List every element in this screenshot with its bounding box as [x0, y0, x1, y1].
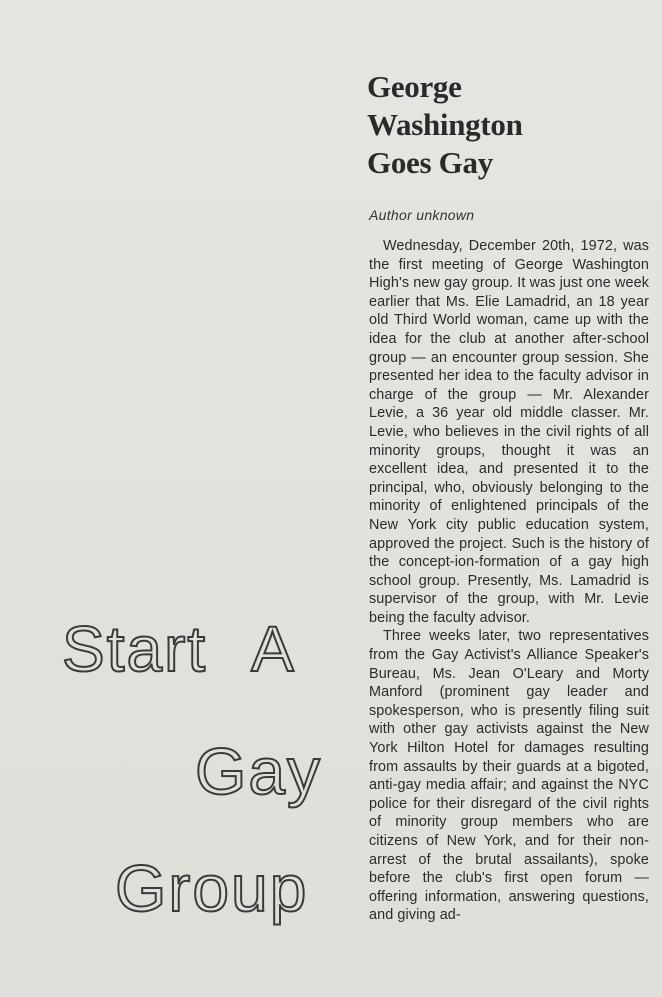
article-title	[367, 68, 647, 182]
article-body	[369, 237, 649, 925]
title-line: Washington	[367, 107, 523, 142]
display-word-start: Start	[62, 613, 208, 685]
display-headline-line-3: Group	[115, 851, 309, 925]
display-headline-line-2: Gay	[195, 734, 323, 808]
body-paragraph: Wednesday, December 20th, 1972, was the first meeting of George Washington High's new gay group. It was just one week earlier that Ms. Elie Lamadrid, an 18 year old Third World woman, came up with the idea for the club at another after-school group — an encounter group session. She presented her idea to the faculty advisor in charge of the group — Mr. Alexander Levie, a 36 year old middle classer. Mr. Levie, who believes in the civil rights of all minority groups, thought it was an excellent idea, and presented it to the principal, who, obviously belonging to the minority of enlightened principals of the New York city public education system, approved the project. Such is the history of the concept-ion-formation of a gay high school group. Presently, Ms. Lamadrid is supervisor of the group, with Mr. Levie being the faculty advisor.	[369, 238, 649, 626]
title-line: George	[367, 69, 462, 104]
title-line: Goes Gay	[367, 145, 493, 180]
body-paragraph: Three weeks later, two representatives from the Gay Activist's Alliance Speaker's Bureau, Ms. Jean O'Leary and Morty Manford (prominent gay leader and spokesperson, who is presently filing suit with other gay activists against the New York Hilton Hotel for damages resulting from assaults by their guards at a bigoted, anti-gay media affair; and against the NYC police for their disregard of the civil rights of minority group members who are citizens of New York, and for their non-arrest of the brutal assailants), spoke before the club's first open forum — offering information, answering questions, and giving ad-	[369, 628, 649, 924]
display-word-a: A	[251, 613, 296, 685]
display-headline-line-1	[62, 612, 296, 686]
article-author: Author unknown	[369, 207, 475, 223]
